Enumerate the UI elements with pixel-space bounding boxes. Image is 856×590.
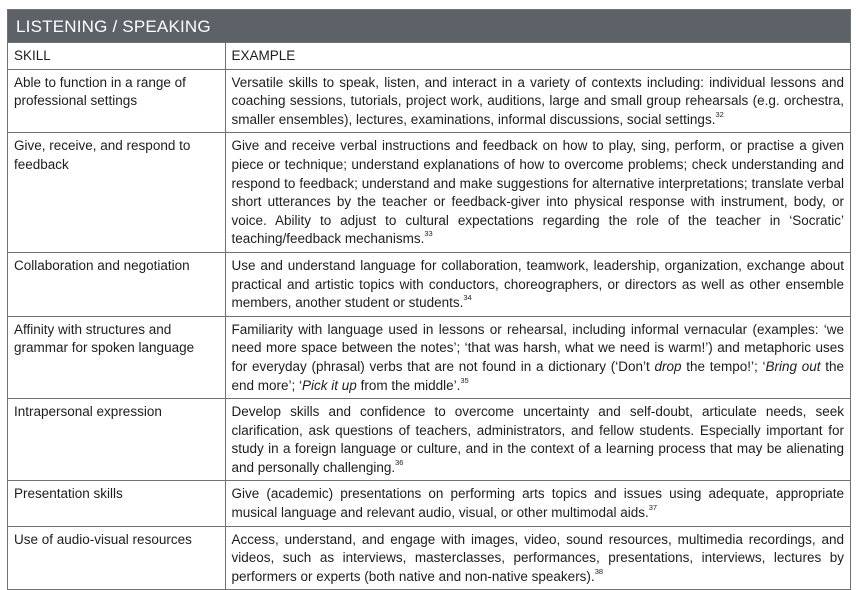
example-cell: Use and understand language for collaboration, teamwork, leadership, organization, exchange about practical and artistic topics with conductors, choreographers, or directors as well as other ensemble members, another student or students.$^{34}$ <box>225 252 850 316</box>
skill-cell: Intrapersonal expression <box>8 399 225 481</box>
skill-cell: Able to function in a range of professional settings <box>8 69 225 133</box>
footnote-ref: 37 <box>648 503 658 513</box>
skill-column-header: SKILL <box>8 43 225 70</box>
example-cell: Give (academic) presentations on performing arts topics and issues using adequate, appropriate musical language and relevant audio, visual, or other multimodal aids.$^{37}$ <box>225 481 850 526</box>
skill-cell: Presentation skills <box>8 481 225 526</box>
example-cell: Access, understand, and engage with images, video, sound resources, multimedia recordings, and videos, such as interviews, masterclasses, performances, presentations, interviews, lectures by performers or experts (both native and non-native speakers).$^{38}$ <box>225 526 850 589</box>
skill-cell: Use of audio-visual resources <box>8 526 225 589</box>
table-row <box>8 252 850 316</box>
table-row <box>8 133 850 253</box>
skills-grid <box>8 42 850 589</box>
skill-cell: Give, receive, and respond to feedback <box>8 133 225 253</box>
footnote-ref: 33 <box>424 229 433 239</box>
skills-table <box>7 9 851 590</box>
table-row <box>8 399 850 481</box>
footnote-ref: 35 <box>460 375 469 385</box>
example-cell: Versatile skills to speak, listen, and interact in a variety of contexts including: individual lessons and coaching sessions, tutorials, project work, auditions, large and small group rehearsals (e.g. orchestra, smaller ensembles), lectures, examinations, informal discussions, social settings.$^{32}$ <box>225 69 850 133</box>
footnote-ref: 32 <box>715 109 724 119</box>
table-row <box>8 69 850 133</box>
footnote-ref: 34 <box>463 293 472 303</box>
table-title: LISTENING / SPEAKING <box>8 10 850 42</box>
skill-cell: Affinity with structures and grammar for spoken language <box>8 316 225 398</box>
table-row <box>8 316 850 398</box>
table-row <box>8 481 850 526</box>
footnote-ref: 36 <box>395 457 404 467</box>
footnote-ref: 38 <box>594 566 604 576</box>
example-cell: Familiarity with language used in lessons or rehearsal, including informal vernacular (examples: ‘we need more space between the notes’; ‘that was harsh, what we need is warm!’) and metaphoric uses for everyday (phrasal) verbs that are not found in a dictionary (‘Don’t drop the tempo!’; ‘Bring out the end more’; ‘Pick it up from the middle’.$^{35}$ <box>225 316 850 398</box>
example-column-header: EXAMPLE <box>225 43 850 70</box>
example-cell: Give and receive verbal instructions and feedback on how to play, sing, perform, or practise a given piece or technique; understand explanations of how to overcome problems; check understanding and respond to feedback; understand and make suggestions for alternative interpretations; translate verbal short utterances by the teacher or feedback-giver into physical response with instrument, body, or voice. Ability to adjust to cultural expectations regarding the role of the teacher in ‘Socratic’ teaching/feedback mechanisms.$^{33}$ <box>225 133 850 253</box>
example-cell: Develop skills and confidence to overcome uncertainty and self-doubt, articulate needs, seek clarification, ask questions of teachers, administrators, and fellow students. Especially important for study in a foreign language or culture, and in the context of a learning process that may be alienating and personally challenging.$^{36}$ <box>225 399 850 481</box>
header-row <box>8 43 850 70</box>
table-row <box>8 526 850 589</box>
skill-cell: Collaboration and negotiation <box>8 252 225 316</box>
